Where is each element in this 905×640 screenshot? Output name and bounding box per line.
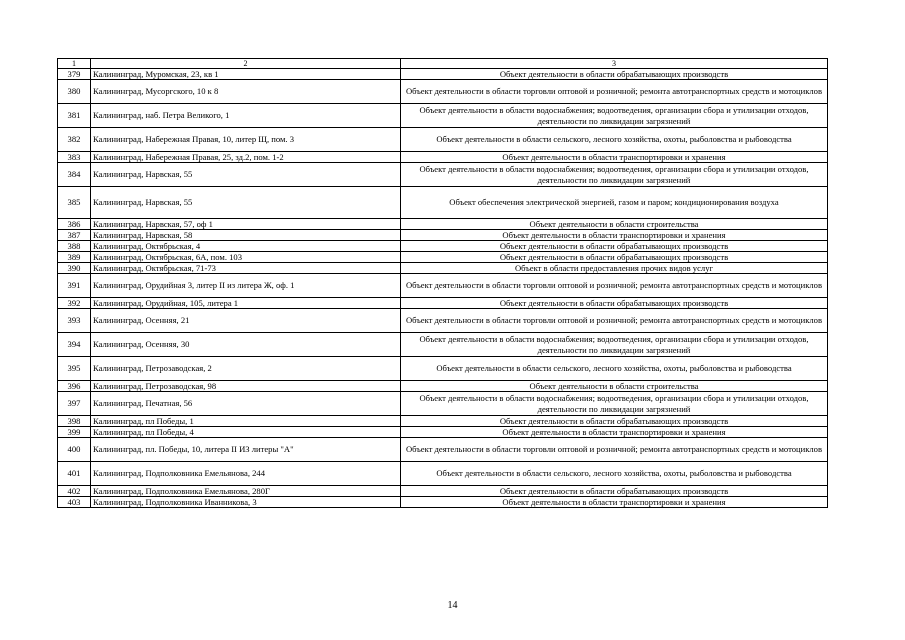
row-address: Калининград, Петрозаводская, 98 xyxy=(91,381,401,392)
row-object-type: Объект обеспечения электрической энергией, газом и паром; кондиционирования воздуха xyxy=(401,187,828,219)
column-header: 2 xyxy=(91,59,401,69)
row-number: 393 xyxy=(58,309,91,333)
table-row xyxy=(58,497,828,508)
row-number: 380 xyxy=(58,80,91,104)
row-number: 382 xyxy=(58,128,91,152)
row-object-type: Объект деятельности в области обрабатывающих производств xyxy=(401,69,828,80)
row-address: Калининград, Подполковника Иванникова, 3 xyxy=(91,497,401,508)
row-number: 397 xyxy=(58,392,91,416)
row-object-type: Объект деятельности в области строительства xyxy=(401,381,828,392)
table-row xyxy=(58,104,828,128)
row-address: Калининград, пл. Победы, 10, литера II ИЗ литеры "А" xyxy=(91,438,401,462)
row-address: Калининград, Орудийная 3, литер II из литера Ж, оф. 1 xyxy=(91,274,401,298)
row-number: 379 xyxy=(58,69,91,80)
table-row xyxy=(58,416,828,427)
row-number: 400 xyxy=(58,438,91,462)
row-object-type: Объект деятельности в области торговли оптовой и розничной; ремонта автотранспортных средств и мотоциклов xyxy=(401,309,828,333)
table-row xyxy=(58,462,828,486)
table-row xyxy=(58,438,828,462)
row-number: 389 xyxy=(58,252,91,263)
row-address: Калининград, Подполковника Емельянова, 244 xyxy=(91,462,401,486)
table-row xyxy=(58,69,828,80)
row-object-type: Объект деятельности в области обрабатывающих производств xyxy=(401,241,828,252)
row-object-type: Объект деятельности в области обрабатывающих производств xyxy=(401,416,828,427)
table-row xyxy=(58,381,828,392)
row-number: 388 xyxy=(58,241,91,252)
row-address: Калининград, Нарвская, 55 xyxy=(91,163,401,187)
row-address: Калининград, Орудийная, 105, литера 1 xyxy=(91,298,401,309)
row-object-type: Объект деятельности в области обрабатывающих производств xyxy=(401,486,828,497)
row-address: Калининград, Нарвская, 55 xyxy=(91,187,401,219)
row-object-type: Объект деятельности в области строительства xyxy=(401,219,828,230)
row-number: 399 xyxy=(58,427,91,438)
table-row xyxy=(58,241,828,252)
row-object-type: Объект деятельности в области водоснабжения; водоотведения, организации сбора и утилизации отходов, деятельности по ликвидации загрязнений xyxy=(401,104,828,128)
table-row xyxy=(58,80,828,104)
table-row xyxy=(58,274,828,298)
row-number: 387 xyxy=(58,230,91,241)
table-row xyxy=(58,263,828,274)
row-address: Калининград, Октябрьская, 71-73 xyxy=(91,263,401,274)
table-row xyxy=(58,357,828,381)
row-object-type: Объект деятельности в области сельского, лесного хозяйства, охоты, рыболовства и рыбоводства xyxy=(401,357,828,381)
table-row xyxy=(58,427,828,438)
table-row xyxy=(58,128,828,152)
row-object-type: Объект деятельности в области сельского, лесного хозяйства, охоты, рыболовства и рыбоводства xyxy=(401,462,828,486)
row-address: Калининград, Октябрьская, 4 xyxy=(91,241,401,252)
row-address: Калининград, Петрозаводская, 2 xyxy=(91,357,401,381)
table-row xyxy=(58,392,828,416)
table-row xyxy=(58,252,828,263)
row-object-type: Объект в области предоставления прочих видов услуг xyxy=(401,263,828,274)
registry-table xyxy=(57,58,828,508)
column-header: 3 xyxy=(401,59,828,69)
row-object-type: Объект деятельности в области сельского, лесного хозяйства, охоты, рыболовства и рыбоводства xyxy=(401,128,828,152)
row-address: Калининград, Набережная Правая, 25, зд.2, пом. 1-2 xyxy=(91,152,401,163)
row-number: 402 xyxy=(58,486,91,497)
row-object-type: Объект деятельности в области водоснабжения; водоотведения, организации сбора и утилизации отходов, деятельности по ликвидации загрязнений xyxy=(401,333,828,357)
row-address: Калининград, Набережная Правая, 10, литер Щ, пом. 3 xyxy=(91,128,401,152)
row-object-type: Объект деятельности в области обрабатывающих производств xyxy=(401,298,828,309)
row-number: 391 xyxy=(58,274,91,298)
row-address: Калининград, Подполковника Емельянова, 280Г xyxy=(91,486,401,497)
row-number: 383 xyxy=(58,152,91,163)
table-row xyxy=(58,230,828,241)
row-number: 396 xyxy=(58,381,91,392)
row-number: 381 xyxy=(58,104,91,128)
row-number: 394 xyxy=(58,333,91,357)
row-number: 384 xyxy=(58,163,91,187)
row-address: Калининград, Октябрьская, 6А, пом. 103 xyxy=(91,252,401,263)
row-number: 398 xyxy=(58,416,91,427)
table-header-row xyxy=(58,59,828,69)
row-number: 385 xyxy=(58,187,91,219)
row-address: Калининград, Осенняя, 21 xyxy=(91,309,401,333)
row-address: Калининград, Муромская, 23, кв 1 xyxy=(91,69,401,80)
page-number: 14 xyxy=(447,600,458,611)
row-object-type: Объект деятельности в области транспортировки и хранения xyxy=(401,230,828,241)
table-row xyxy=(58,152,828,163)
table-row xyxy=(58,298,828,309)
row-number: 395 xyxy=(58,357,91,381)
row-address: Калининград, Печатная, 56 xyxy=(91,392,401,416)
row-number: 386 xyxy=(58,219,91,230)
row-object-type: Объект деятельности в области водоснабжения; водоотведения, организации сбора и утилизации отходов, деятельности по ликвидации загрязнений xyxy=(401,163,828,187)
row-address: Калининград, пл Победы, 4 xyxy=(91,427,401,438)
row-address: Калининград, Осенняя, 30 xyxy=(91,333,401,357)
row-number: 401 xyxy=(58,462,91,486)
row-address: Калининград, пл Победы, 1 xyxy=(91,416,401,427)
row-object-type: Объект деятельности в области торговли оптовой и розничной; ремонта автотранспортных средств и мотоциклов xyxy=(401,274,828,298)
table-row xyxy=(58,309,828,333)
row-address: Калининград, Нарвская, 58 xyxy=(91,230,401,241)
row-address: Калининград, Нарвская, 57, оф 1 xyxy=(91,219,401,230)
table-row xyxy=(58,333,828,357)
row-number: 390 xyxy=(58,263,91,274)
row-object-type: Объект деятельности в области торговли оптовой и розничной; ремонта автотранспортных средств и мотоциклов xyxy=(401,438,828,462)
row-address: Калининград, Мусоргского, 10 к 8 xyxy=(91,80,401,104)
row-object-type: Объект деятельности в области торговли оптовой и розничной; ремонта автотранспортных средств и мотоциклов xyxy=(401,80,828,104)
row-number: 403 xyxy=(58,497,91,508)
table-row xyxy=(58,187,828,219)
column-header: 1 xyxy=(58,59,91,69)
row-address: Калининград, наб. Петра Великого, 1 xyxy=(91,104,401,128)
table-row xyxy=(58,219,828,230)
table-row xyxy=(58,486,828,497)
row-object-type: Объект деятельности в области транспортировки и хранения xyxy=(401,152,828,163)
table-row xyxy=(58,163,828,187)
row-object-type: Объект деятельности в области обрабатывающих производств xyxy=(401,252,828,263)
row-object-type: Объект деятельности в области транспортировки и хранения xyxy=(401,497,828,508)
row-object-type: Объект деятельности в области транспортировки и хранения xyxy=(401,427,828,438)
row-number: 392 xyxy=(58,298,91,309)
row-object-type: Объект деятельности в области водоснабжения; водоотведения, организации сбора и утилизации отходов, деятельности по ликвидации загрязнений xyxy=(401,392,828,416)
